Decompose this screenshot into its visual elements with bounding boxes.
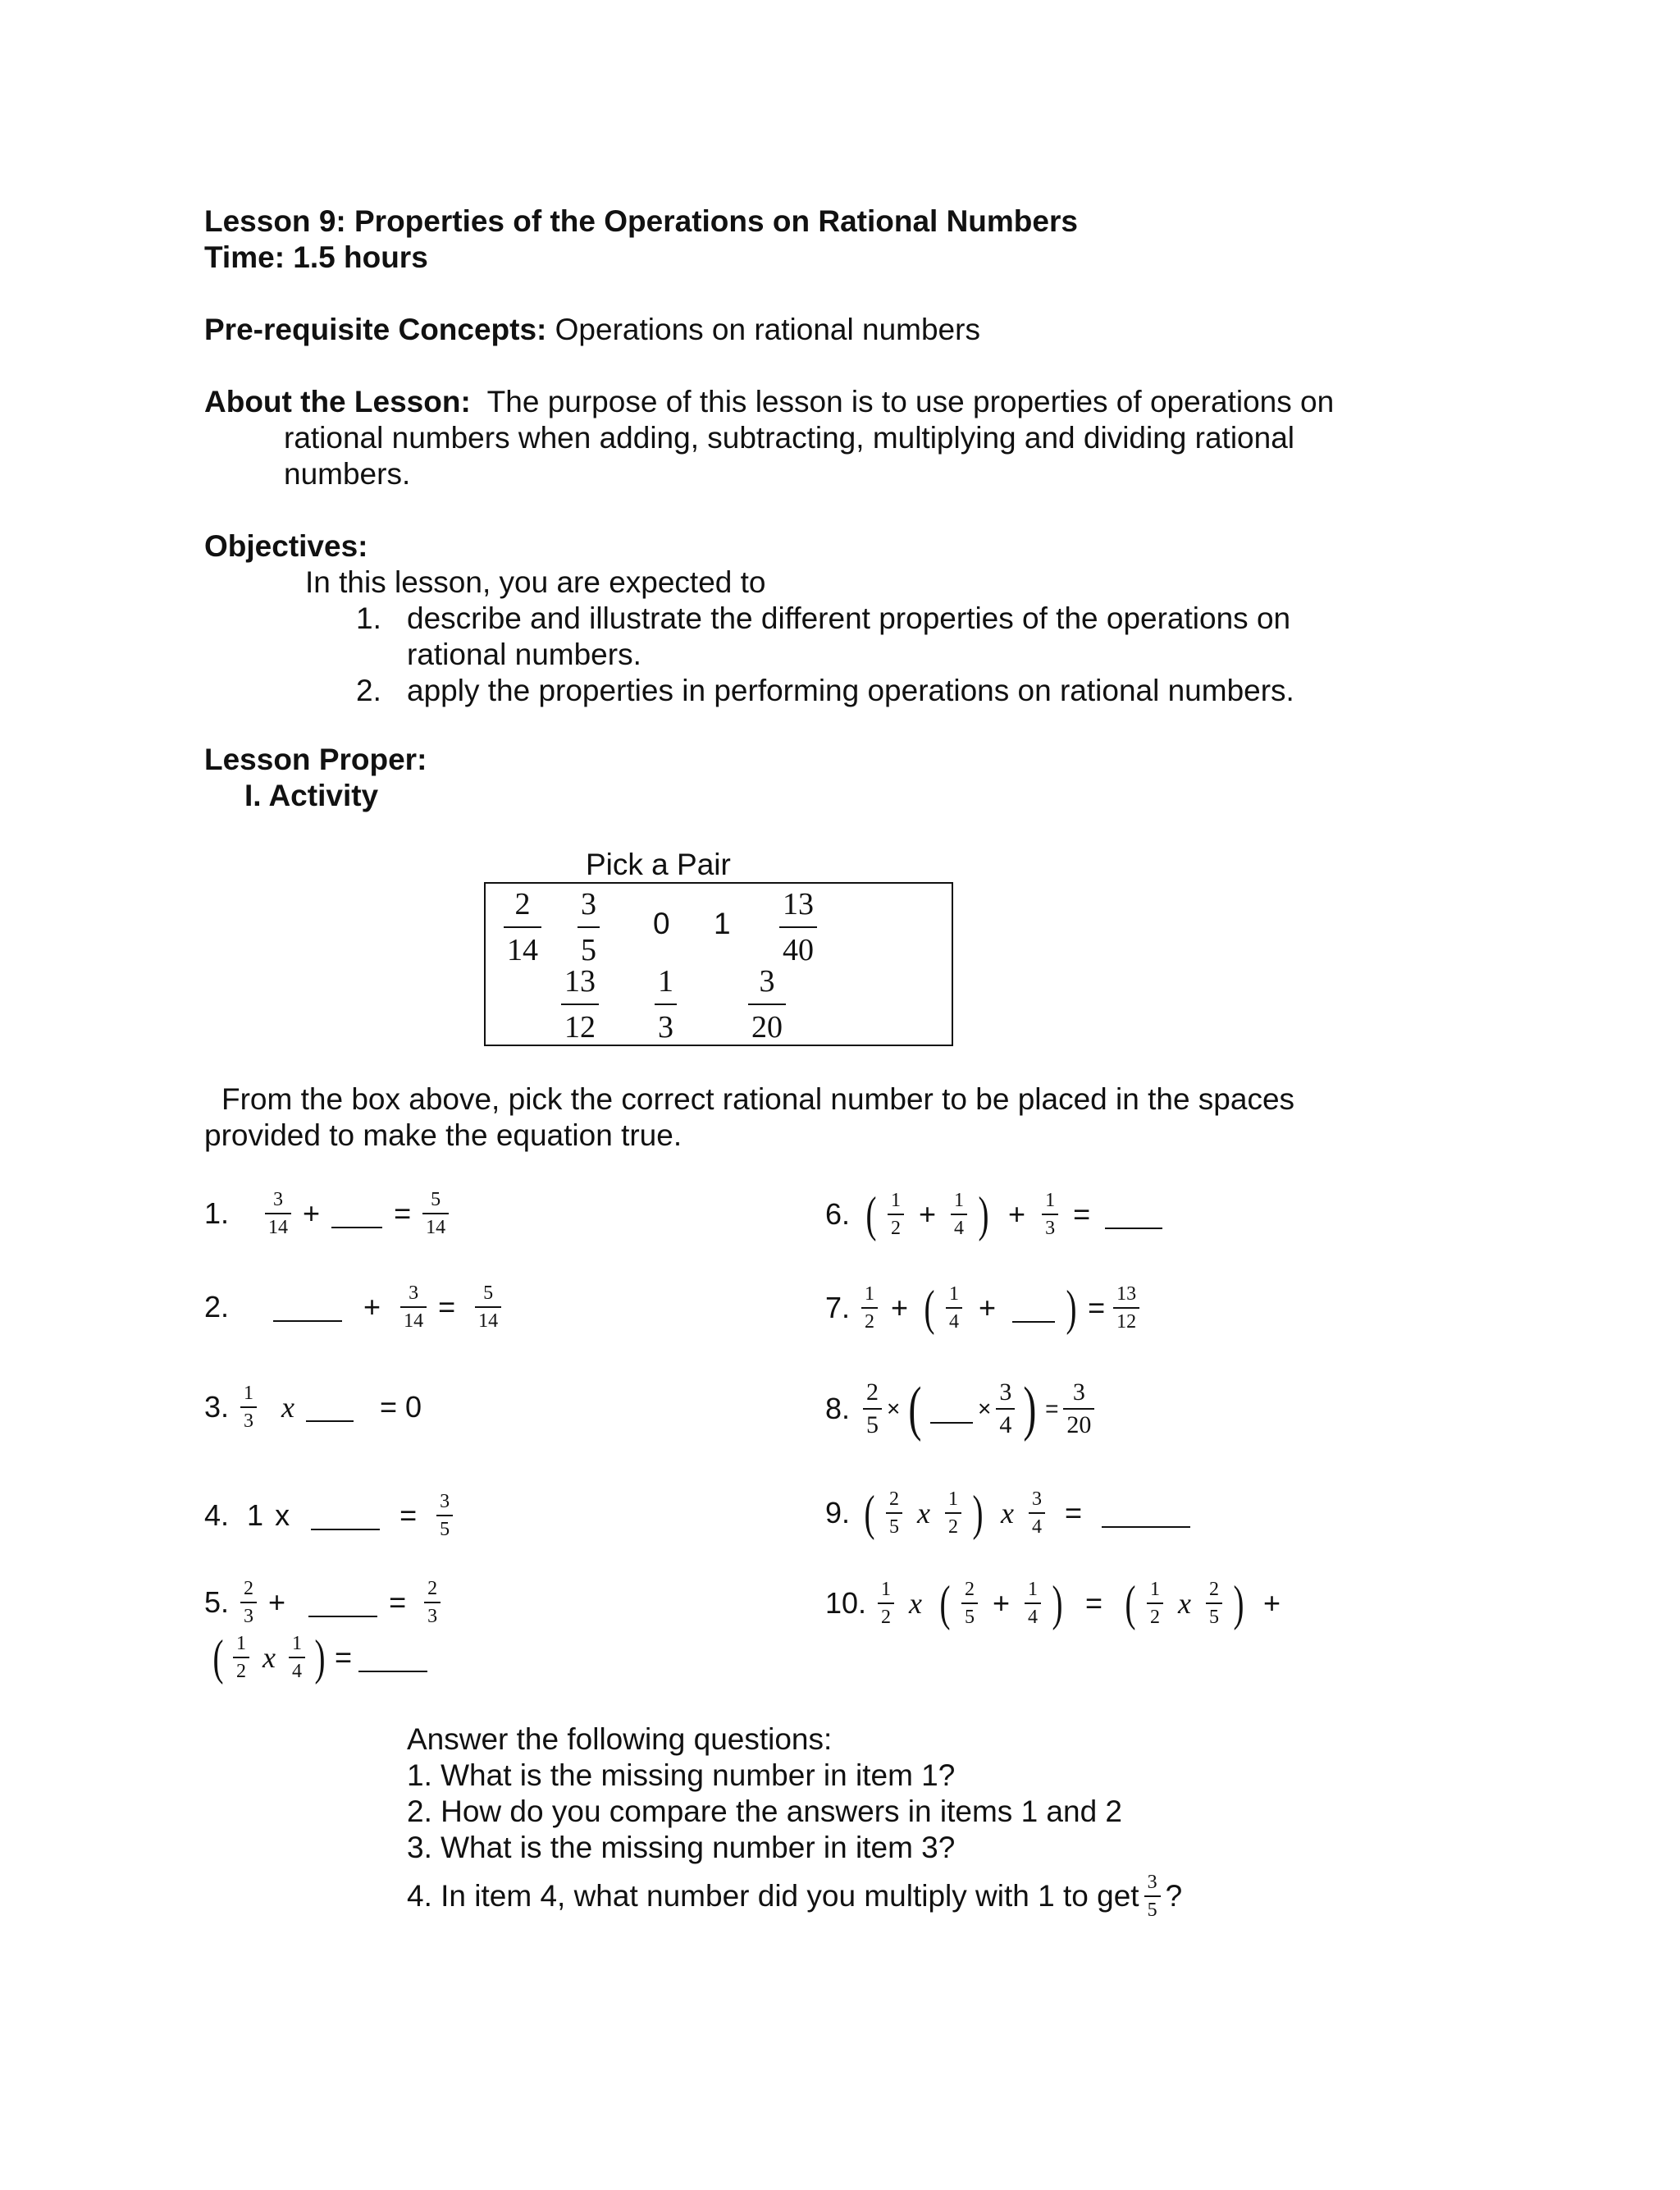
equation-6-number: 6. [825, 1197, 851, 1231]
equation-2-number: 2. [204, 1290, 230, 1324]
answer-blank[interactable] [306, 1392, 354, 1422]
objective-2-text: apply the properties in performing operations on rational numbers. [407, 674, 1294, 707]
fraction: 1 2 [233, 1634, 249, 1681]
fraction: 1 4 [946, 1284, 962, 1332]
objective-1-text: describe and illustrate the different properties of the operations on [407, 601, 1291, 635]
fraction: $\frac{13}{12}$ [1113, 1284, 1139, 1332]
equation-4-number: 4. [204, 1498, 230, 1532]
lesson-title: Lesson 9: Properties of the Operations on Rational Numbers [204, 204, 1078, 238]
pick-fraction-3-20: $\frac{3}{20}$ [748, 966, 786, 1043]
fraction: 2 5 [886, 1489, 902, 1537]
activity-label: I. Activity [244, 779, 379, 812]
fraction: $\frac{5}{14}$ [422, 1190, 449, 1237]
fraction: 2 3 [240, 1579, 257, 1626]
fraction: 1 4 [289, 1634, 305, 1681]
objective-1-text-2: rational numbers. [407, 638, 641, 671]
equation-10: 10. 1 2 x ( 2 5 + $\frac{1}{4}$ ) = ( 1 2 x 2 5 ) + [825, 1576, 1281, 1630]
objective-1-number: 1. [356, 601, 381, 635]
fraction: $\frac{5}{14}$ [475, 1283, 501, 1331]
pick-zero: 0 [653, 907, 670, 940]
equation-1-number: 1. [204, 1196, 230, 1230]
about-label: About the Lesson: [204, 385, 471, 418]
fraction: 3 5 [1144, 1872, 1161, 1920]
answer-blank[interactable] [1012, 1293, 1055, 1323]
pick-fraction-2-14: $\frac{2}{14}$ [504, 889, 541, 966]
pick-a-pair-title: Pick a Pair [586, 848, 731, 881]
fraction: $\frac{1}{4}$ [1025, 1580, 1041, 1627]
equation-6: 6. ( 1 2 + $\frac{1}{4}$ ) + $\frac{1}{3}$ = [825, 1190, 1162, 1239]
pick-fraction-13-12: $\frac{13}{12}$ [561, 966, 599, 1043]
equation-8: 8. $\frac{2}{5}$ × ( × $\frac{3}{4}$ ) = $\frac{3}{20}$ [825, 1378, 1094, 1439]
fraction: $\frac{3}{5}$ [436, 1492, 453, 1539]
answer-blank[interactable] [273, 1292, 342, 1322]
fraction: $\frac{2}{5}$ [863, 1380, 882, 1438]
fraction: $\frac{1}{4}$ [951, 1191, 967, 1238]
equation-5-number: 5. [204, 1585, 230, 1619]
equation-9: 9. ( 2 5 x 1 2 ) x $\frac{3}{4}$ = [825, 1488, 1190, 1538]
fraction: $\frac{3}{20}$ [1063, 1380, 1094, 1438]
fraction: 1 2 [878, 1580, 894, 1627]
objectives-intro: In this lesson, you are expected to [305, 565, 766, 599]
prereq-label: Pre-requisite Concepts: [204, 313, 547, 346]
questions-intro: Answer the following questions: [407, 1722, 833, 1756]
equation-8-number: 8. [825, 1392, 851, 1425]
question-4-end: ? [1165, 1879, 1183, 1913]
equation-5-continued: ( 1 2 x 1 4 ) = [210, 1633, 427, 1682]
pick-one: 1 [714, 907, 731, 940]
equation-3: 3. 1 3 x = 0 [204, 1383, 422, 1432]
question-2: 2. How do you compare the answers in items 1 and 2 [407, 1795, 1123, 1828]
equation-7: 7. 1 2 + ( 1 4 + ) = $\frac{13}{12}$ [825, 1283, 1139, 1333]
prereq-line [204, 312, 980, 348]
question-1: 1. What is the missing number in item 1? [407, 1758, 956, 1792]
fraction: 1 2 [945, 1489, 961, 1537]
answer-blank[interactable] [308, 1588, 377, 1617]
fraction: $\frac{3}{4}$ [996, 1380, 1015, 1438]
fraction: $\frac{3}{14}$ [400, 1283, 427, 1331]
about-text-1: The purpose of this lesson is to use properties of operations on [486, 385, 1335, 418]
fraction: 1 3 [240, 1383, 257, 1431]
equation-2: 2. + $\frac{3}{14}$ = $\frac{5}{14}$ [204, 1283, 501, 1331]
question-3: 3. What is the missing number in item 3? [407, 1831, 956, 1864]
fraction: 1 2 [861, 1284, 878, 1332]
fraction: 2 5 [961, 1580, 978, 1627]
fraction: 3 14 [265, 1190, 291, 1237]
pick-fraction-1-3: $\frac{1}{3}$ [655, 966, 677, 1043]
pick-fraction-3-5: $\frac{3}{5}$ [578, 889, 600, 966]
pick-a-pair-box [484, 882, 953, 1046]
lesson-time: Time: 1.5 hours [204, 240, 428, 274]
about-text-2: rational numbers when adding, subtracting, multiplying and dividing rational [284, 421, 1295, 455]
fraction: 2 5 [1206, 1580, 1222, 1627]
fraction: $\frac{3}{4}$ [1029, 1489, 1045, 1537]
answer-blank[interactable] [311, 1501, 380, 1530]
about-line-1 [204, 384, 1334, 420]
objectives-label: Objectives: [204, 529, 368, 563]
instructions-line-2: provided to make the equation true. [204, 1118, 682, 1152]
pick-fraction-13-40: $\frac{13}{40}$ [779, 889, 817, 966]
answer-blank[interactable] [331, 1199, 382, 1228]
equation-3-number: 3. [204, 1390, 230, 1424]
equation-9-number: 9. [825, 1496, 851, 1529]
answer-blank[interactable] [358, 1643, 427, 1672]
instructions-line-1: From the box above, pick the correct rational number to be placed in the spaces [221, 1082, 1295, 1116]
answer-blank[interactable] [1105, 1200, 1162, 1229]
fraction: 1 2 [888, 1191, 904, 1238]
equation-7-number: 7. [825, 1291, 851, 1324]
objective-2-number: 2. [356, 674, 381, 707]
equation-1: 1. 3 14 + = $\frac{5}{14}$ [204, 1190, 449, 1237]
fraction: $\frac{2}{3}$ [424, 1579, 441, 1626]
about-text-3: numbers. [284, 457, 411, 491]
question-4 [407, 1872, 1182, 1920]
fraction: $\frac{1}{3}$ [1042, 1191, 1058, 1238]
equation-4: 4. 1 x = $\frac{3}{5}$ [204, 1492, 453, 1539]
equation-10-number: 10. [825, 1586, 867, 1620]
equation-5: 5. 2 3 + = $\frac{2}{3}$ [204, 1579, 441, 1626]
lesson-proper-label: Lesson Proper: [204, 743, 427, 776]
question-4-text: 4. In item 4, what number did you multiply with 1 to get [407, 1879, 1139, 1913]
fraction: 1 2 [1147, 1580, 1163, 1627]
answer-blank[interactable] [930, 1394, 973, 1424]
prereq-text: Operations on rational numbers [555, 313, 980, 346]
answer-blank[interactable] [1102, 1498, 1190, 1528]
